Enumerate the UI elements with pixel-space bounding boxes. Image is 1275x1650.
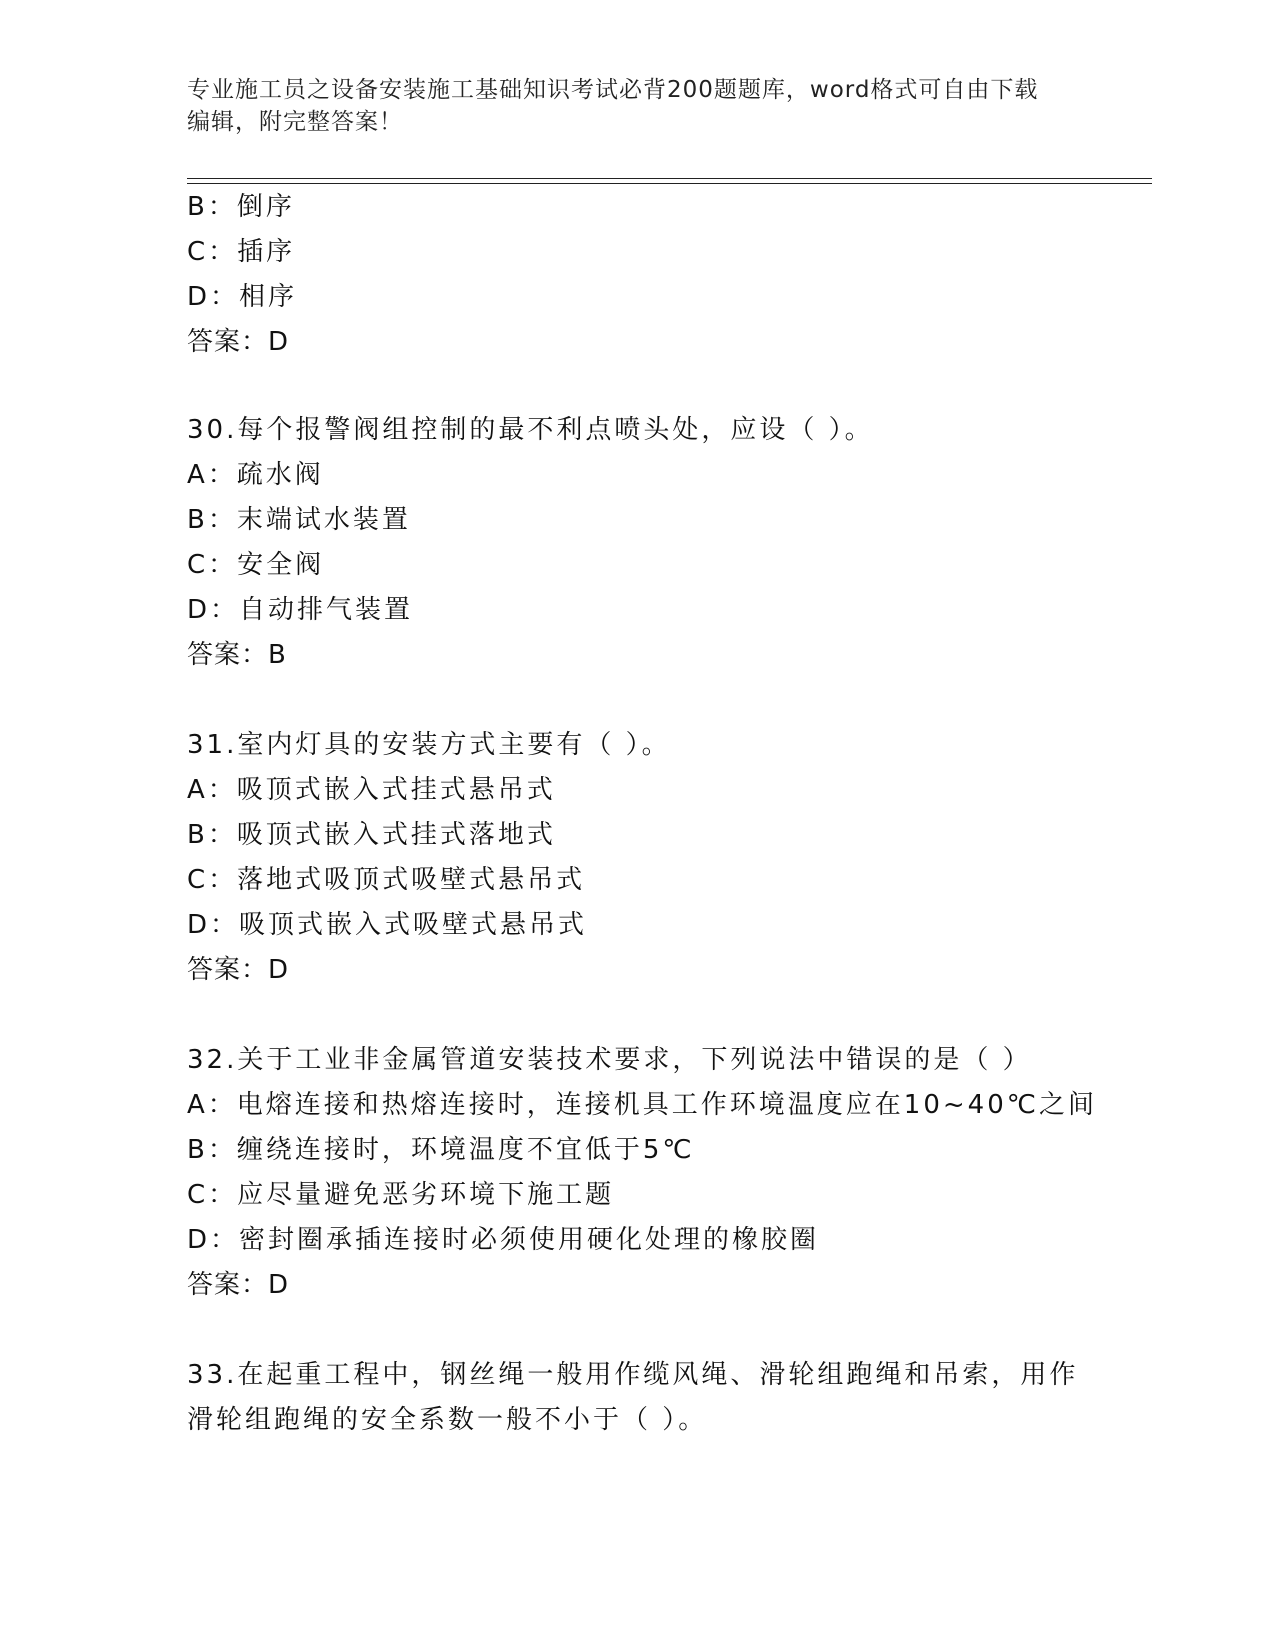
header-divider-bottom bbox=[187, 183, 1152, 184]
q32-answer: 答案：D bbox=[187, 1270, 290, 1300]
q31-answer: 答案：D bbox=[187, 955, 290, 985]
q32-option-a: A：电熔连接和热熔连接时，连接机具工作环境温度应在10~40℃之间 bbox=[187, 1090, 1097, 1120]
header-line-1: 专业施工员之设备安装施工基础知识考试必背200题题库，word格式可自由下载 bbox=[187, 77, 1039, 103]
q32-option-d: D：密封圈承插连接时必须使用硬化处理的橡胶圈 bbox=[187, 1225, 820, 1255]
q33-question-line-2: 滑轮组跑绳的安全系数一般不小于（ ）。 bbox=[187, 1405, 708, 1435]
q30-option-d: D：自动排气装置 bbox=[187, 595, 414, 625]
q30-option-b: B：末端试水装置 bbox=[187, 505, 411, 535]
q29-option-b: B：倒序 bbox=[187, 192, 295, 222]
q30-question: 30.每个报警阀组控制的最不利点喷头处，应设（ ）。 bbox=[187, 415, 874, 445]
q29-option-d: D：相序 bbox=[187, 282, 298, 312]
q31-option-a: A：吸顶式嵌入式挂式悬吊式 bbox=[187, 775, 556, 805]
q30-option-c: C：安全阀 bbox=[187, 550, 325, 580]
q32-option-c: C：应尽量避免恶劣环境下施工题 bbox=[187, 1180, 615, 1210]
q31-option-b: B：吸顶式嵌入式挂式落地式 bbox=[187, 820, 556, 850]
q32-option-b: B：缠绕连接时，环境温度不宜低于5℃ bbox=[187, 1135, 695, 1165]
q31-option-d: D：吸顶式嵌入式吸壁式悬吊式 bbox=[187, 910, 588, 940]
q30-answer: 答案：B bbox=[187, 640, 287, 670]
q29-option-c: C：插序 bbox=[187, 237, 296, 267]
q31-option-c: C：落地式吸顶式吸壁式悬吊式 bbox=[187, 865, 586, 895]
header-divider-top bbox=[187, 178, 1152, 179]
document-header bbox=[187, 74, 1067, 138]
q31-question: 31.室内灯具的安装方式主要有（ ）。 bbox=[187, 730, 671, 760]
q32-question: 32.关于工业非金属管道安装技术要求，下列说法中错误的是（ ） bbox=[187, 1045, 1032, 1075]
q29-answer: 答案：D bbox=[187, 327, 290, 357]
q33-question-line-1: 33.在起重工程中，钢丝绳一般用作缆风绳、滑轮组跑绳和吊索，用作 bbox=[187, 1360, 1079, 1390]
q30-option-a: A：疏水阀 bbox=[187, 460, 324, 490]
header-line-2: 编辑，附完整答案！ bbox=[187, 109, 403, 135]
